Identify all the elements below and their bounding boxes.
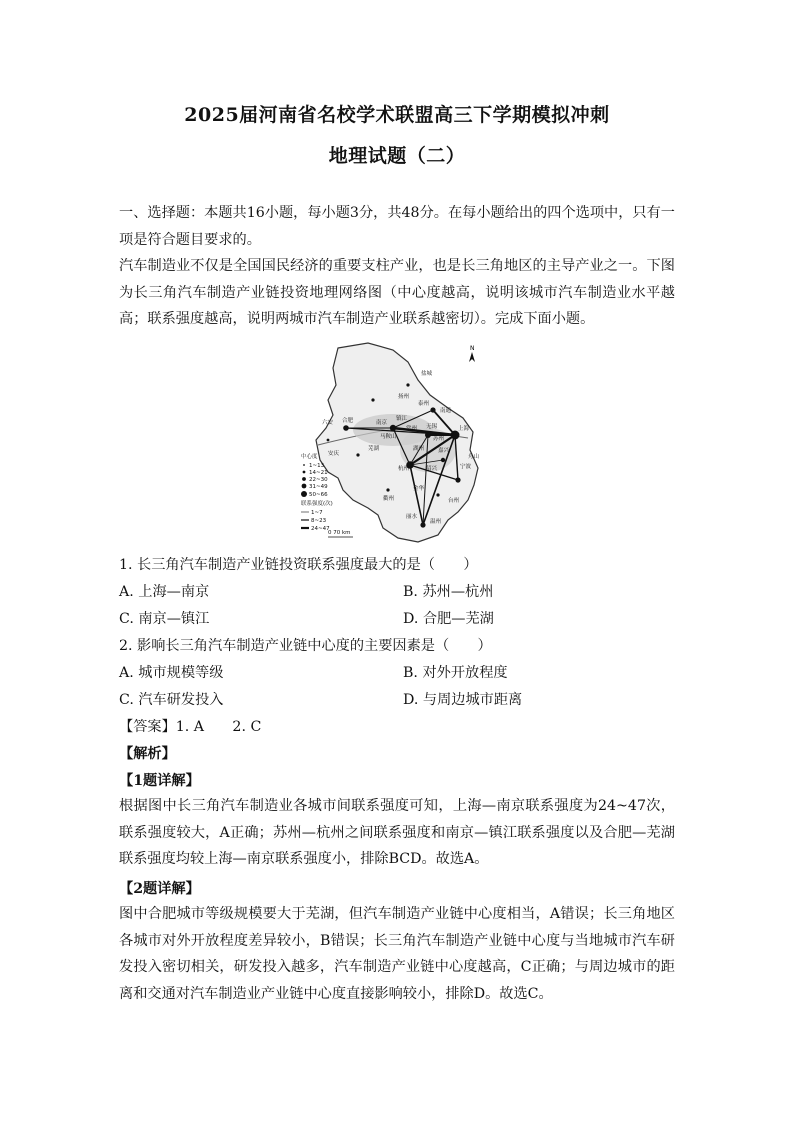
north-arrow-icon	[469, 345, 475, 362]
map-city-label: 合肥	[342, 418, 354, 424]
map-city-label: 绍兴	[426, 466, 438, 472]
question-2-option-a: A. 城市规模等级	[119, 665, 224, 681]
detail-1-heading: 【1题详解】	[119, 773, 200, 789]
map-city-label: 台州	[448, 498, 460, 504]
legend-centrality-title: 中心度	[301, 454, 318, 460]
detail-2-text: 图中合肥城市等级规模要大于芜湖，但汽车制造产业链中心度相当，A错误；长三角地区各城市对外开放程度差异较小，B错误；长三角汽车制造产业链中心度与当地城市汽车研发投入密切相关，研发投入越多，汽车制造产业链中心度越高，C正确；与周边城市的距离和交通对汽车制造业产业链中心度直接影响较小，排除D。故选C。	[119, 906, 675, 1002]
map-city-label: 芜湖	[368, 446, 380, 452]
scale-bar-label: 0 70 km	[328, 530, 351, 536]
question-material: 汽车制造业不仅是全国国民经济的重要支柱产业，也是长三角地区的主导产业之一。下图为长三角汽车制造产业链投资地理网络图（中心度越高，说明该城市汽车制造业水平越高；联系强度越高，说明两城市汽车制造产业联系越密切）。完成下面小题。	[119, 258, 675, 327]
map-city-label: 金华	[413, 486, 425, 492]
question-1-stem: 1. 长三角汽车制造产业链投资联系强度最大的是（ ）	[119, 557, 478, 573]
map-city-label: 马鞍山	[380, 434, 397, 440]
map-city-label: 泰州	[418, 401, 430, 407]
map-city-label: 无锡	[426, 424, 438, 430]
map-city-label: 衢州	[383, 496, 395, 502]
map-city-label: 舟山	[468, 454, 480, 460]
legend-item: 1~7	[311, 510, 323, 516]
question-1-option-a: A. 上海—南京	[119, 584, 210, 600]
detail-1-text: 根据图中长三角汽车制造业各城市间联系强度可知，上海—南京联系强度为24~47次，联系强度较大，A正确；苏州—杭州之间联系强度和南京—镇江联系强度以及合肥—芜湖联系强度均较上海—南京联系强度小，排除BCD。故选A。	[119, 798, 675, 867]
question-2-option-b: B. 对外开放程度	[403, 665, 508, 681]
legend-item: 14~21	[309, 470, 328, 476]
question-1-option-d: D. 合肥—芜湖	[403, 611, 494, 627]
legend-item: 31~49	[309, 484, 328, 490]
map-city-label: 温州	[430, 519, 442, 525]
map-city-label: 苏州	[433, 436, 445, 442]
legend-item: 8~23	[311, 518, 327, 524]
map-city-label: 上海	[458, 426, 470, 432]
map-city-label: 常州	[406, 426, 418, 432]
map-city-label: 扬州	[398, 394, 410, 400]
legend-item: 50~66	[309, 492, 328, 498]
section-instructions: 一、选择题：本题共16小题，每小题3分，共48分。在每小题给出的四个选项中，只有一项是符合题目要求的。	[119, 205, 675, 248]
map-city-label: 南通	[440, 408, 452, 414]
paper-title-line2: 地理试题（二）	[328, 145, 466, 167]
map-city-label: 安庆	[328, 451, 340, 457]
question-2-option-d: D. 与周边城市距离	[403, 692, 523, 708]
map-city-label: 宁波	[460, 464, 472, 470]
legend-item: 22~30	[309, 477, 328, 483]
question-1-option-c: C. 南京—镇江	[119, 611, 210, 627]
legend-strength-title: 联系强度(次)	[301, 501, 333, 507]
paper-title-line1: 2025届河南省名校学术联盟高三下学期模拟冲刺	[184, 104, 610, 126]
map-city-label: 盐城	[421, 371, 433, 377]
detail-2-heading: 【2题详解】	[119, 881, 200, 897]
legend-item: 1~13	[309, 463, 325, 469]
map-city-label: 湖州	[413, 446, 425, 452]
question-1-option-b: B. 苏州—杭州	[403, 584, 494, 600]
map-city-label: 镇江	[396, 416, 408, 422]
question-2-stem: 2. 影响长三角汽车制造产业链中心度的主要因素是（ ）	[119, 638, 492, 654]
map-city-label: 杭州	[398, 466, 410, 472]
map-city-label: 六安	[322, 420, 334, 426]
analysis-heading: 【解析】	[119, 746, 176, 762]
map-city-label: 南京	[376, 420, 388, 426]
map-city-label: 嘉兴	[438, 448, 450, 454]
svg-text:N: N	[470, 345, 475, 352]
question-2-option-c: C. 汽车研发投入	[119, 692, 224, 708]
map-city-label: 丽水	[406, 514, 418, 520]
answer-line: 【答案】1. A 2. C	[119, 719, 262, 735]
investment-network-map	[298, 340, 498, 545]
legend-item: 24~47	[311, 526, 330, 532]
